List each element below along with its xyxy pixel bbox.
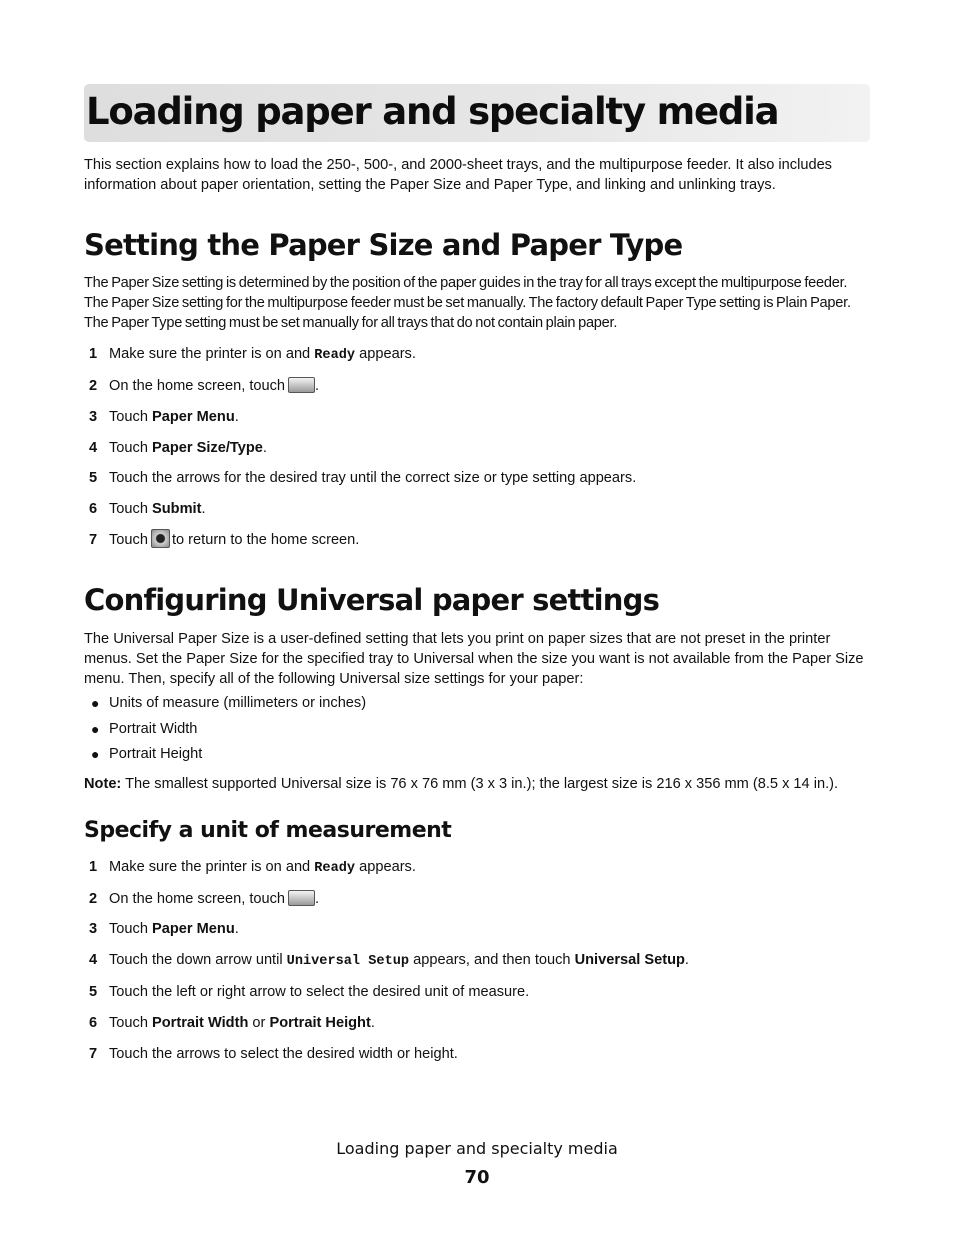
step-6: 6 Touch Portrait Width or Portrait Height. bbox=[84, 1012, 108, 1034]
step-3: 3 Touch Paper Menu. bbox=[84, 406, 108, 428]
step-5: 5 Touch the arrows for the desired tray until the correct size or type setting appears. bbox=[84, 467, 108, 489]
step-number: 7 bbox=[89, 532, 98, 548]
step-number: 7 bbox=[89, 1046, 98, 1062]
step-6: 6 Touch Submit. bbox=[84, 498, 108, 520]
note bbox=[84, 774, 874, 794]
step-1: 1 Make sure the printer is on and Ready appears. bbox=[84, 343, 108, 365]
step-number: 6 bbox=[89, 501, 98, 517]
note-text: The smallest supported Universal size is 76 x 76 mm (3 x 3 in.); the largest size is 216 x 356 mm (8.5 x 14 in.). bbox=[125, 776, 839, 792]
step-7: 7 Touch to return to the home screen. bbox=[84, 529, 108, 551]
code-ready: Ready bbox=[314, 348, 356, 363]
bullet-dot-icon: ● bbox=[91, 746, 100, 762]
page-number: 70 bbox=[464, 1167, 490, 1188]
note-label: Note: bbox=[84, 776, 122, 792]
code-ready: Ready bbox=[314, 861, 356, 876]
step-number: 1 bbox=[89, 859, 98, 875]
section-heading-paper-size-type: Setting the Paper Size and Paper Type bbox=[84, 228, 683, 262]
step-number: 4 bbox=[89, 440, 98, 456]
step-number: 4 bbox=[89, 952, 98, 968]
step-number: 1 bbox=[89, 346, 98, 362]
section-body-paper-size-type: The Paper Size setting is determined by the position of the paper guides in the tray for all trays except the multipurpose feeder. The Paper Size setting for the multipurpose feeder must be set manually. The factory default Paper Type setting is Plain Paper. The Paper Type setting must be set manually for all trays that do not contain plain paper. bbox=[84, 275, 851, 331]
step-7: 7 Touch the arrows to select the desired width or height. bbox=[84, 1043, 108, 1065]
step-1: 1 Make sure the printer is on and Ready appears. bbox=[84, 856, 108, 878]
step-5: 5 Touch the left or right arrow to select the desired unit of measure. bbox=[84, 981, 108, 1003]
step-3: 3 Touch Paper Menu. bbox=[84, 918, 108, 940]
step-number: 3 bbox=[89, 409, 98, 425]
step-2: 2 On the home screen, touch . bbox=[84, 888, 108, 910]
code-universal-setup: Universal Setup bbox=[286, 954, 410, 969]
section-heading-universal-settings: Configuring Universal paper settings bbox=[84, 583, 660, 617]
step-number: 2 bbox=[89, 891, 98, 907]
step-number: 5 bbox=[89, 984, 98, 1000]
chapter-intro: This section explains how to load the 250-, 500-, and 2000-sheet trays, and the multipurpose feeder. It also includes information about paper orientation, setting the Paper Size and Paper Type, and linking and unlinking trays. bbox=[84, 157, 832, 193]
step-4: 4 Touch Paper Size/Type. bbox=[84, 437, 108, 459]
subsection-heading-unit-of-measurement: Specify a unit of measurement bbox=[84, 818, 452, 843]
home-icon bbox=[151, 529, 170, 548]
step-2: 2 On the home screen, touch . bbox=[84, 375, 108, 397]
chapter-title: Loading paper and specialty media bbox=[86, 90, 779, 133]
footer-chapter-title: Loading paper and specialty media bbox=[336, 1139, 618, 1158]
menu-icon bbox=[288, 377, 315, 393]
step-number: 6 bbox=[89, 1015, 98, 1031]
step-4: 4 Touch the down arrow until Universal Setup appears, and then touch Universal Setup. bbox=[84, 949, 108, 971]
section-body-universal-settings: The Universal Paper Size is a user-defined setting that lets you print on paper sizes that are not preset in the printer menus. Set the Paper Size for the specified tray to Universal when the size you want is not available from the Paper Size menu. Then, specify all of the following Universal size settings for your paper: bbox=[84, 631, 864, 687]
bullet-dot-icon: ● bbox=[91, 695, 100, 711]
menu-icon bbox=[288, 890, 315, 906]
step-number: 2 bbox=[89, 378, 98, 394]
step-number: 3 bbox=[89, 921, 98, 937]
step-number: 5 bbox=[89, 470, 98, 486]
bullet-dot-icon: ● bbox=[91, 721, 100, 737]
